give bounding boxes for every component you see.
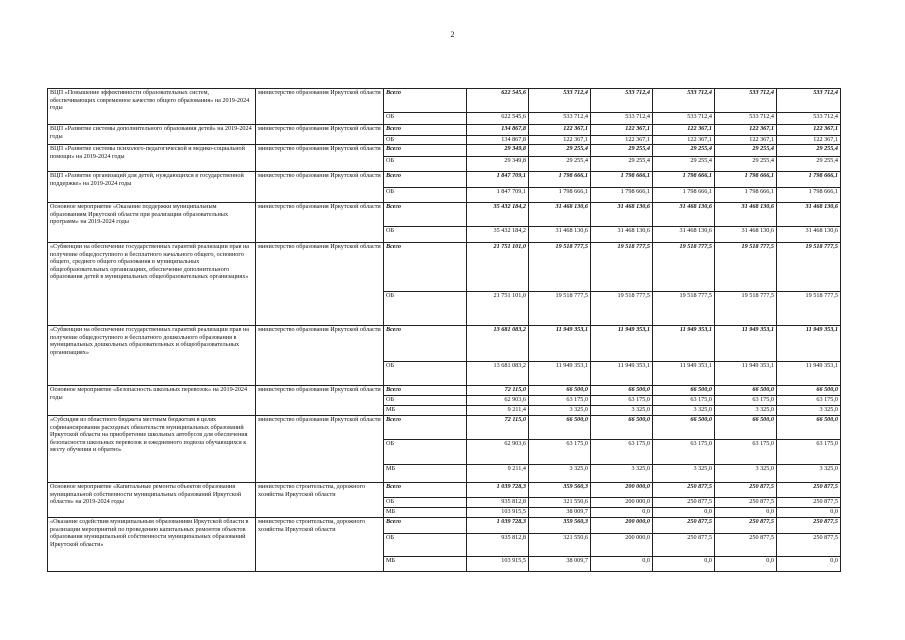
amount-cell: 66 500,0 bbox=[777, 386, 841, 396]
amount-cell: 1 847 709,1 bbox=[467, 172, 529, 188]
funding-source-cell: Всего bbox=[384, 203, 467, 227]
amount-cell: 122 367,1 bbox=[715, 136, 777, 145]
amount-cell: 35 432 184,2 bbox=[467, 203, 529, 227]
amount-cell: 122 367,1 bbox=[529, 125, 591, 136]
amount-cell: 935 812,8 bbox=[467, 498, 529, 508]
amount-cell: 11 949 353,1 bbox=[591, 362, 653, 386]
table-row-total bbox=[48, 518, 841, 534]
amount-cell: 1 798 666,1 bbox=[591, 188, 653, 203]
amount-cell: 31 468 130,6 bbox=[777, 203, 841, 227]
amount-cell: 1 798 666,1 bbox=[715, 172, 777, 188]
amount-cell: 622 545,6 bbox=[467, 113, 529, 125]
amount-cell: 9 211,4 bbox=[467, 406, 529, 416]
amount-cell: 533 712,4 bbox=[715, 89, 777, 113]
amount-cell: 200 000,0 bbox=[591, 518, 653, 534]
amount-cell: 250 877,5 bbox=[777, 483, 841, 498]
amount-cell: 66 500,0 bbox=[653, 386, 715, 396]
amount-cell: 19 518 777,5 bbox=[591, 243, 653, 292]
amount-cell: 11 949 353,1 bbox=[529, 326, 591, 362]
program-name-cell: Основное мероприятие «Оказание поддержки муниципальным образованиям Иркутской области при реализации образовательных программ» на 2019-2024 годы bbox=[48, 203, 256, 243]
funding-source-cell: МБ bbox=[384, 557, 467, 572]
funding-source-cell: Всего bbox=[384, 326, 467, 362]
amount-cell: 29 255,4 bbox=[653, 157, 715, 172]
amount-cell: 321 550,6 bbox=[529, 498, 591, 508]
amount-cell: 29 255,4 bbox=[715, 157, 777, 172]
amount-cell: 13 681 083,2 bbox=[467, 326, 529, 362]
table-row-total bbox=[48, 483, 841, 498]
amount-cell: 200 000,0 bbox=[591, 534, 653, 557]
amount-cell: 103 915,5 bbox=[467, 508, 529, 518]
amount-cell: 63 175,0 bbox=[653, 440, 715, 465]
amount-cell: 31 468 130,6 bbox=[653, 203, 715, 227]
amount-cell: 29 255,4 bbox=[653, 145, 715, 157]
funding-source-cell: МБ bbox=[384, 465, 467, 483]
amount-cell: 0,0 bbox=[777, 557, 841, 572]
amount-cell: 31 468 130,6 bbox=[653, 227, 715, 243]
amount-cell: 3 325,0 bbox=[529, 406, 591, 416]
funding-source-cell: ОБ bbox=[384, 292, 467, 326]
amount-cell: 72 115,0 bbox=[467, 416, 529, 440]
amount-cell: 19 518 777,5 bbox=[777, 243, 841, 292]
funding-source-cell: Всего bbox=[384, 243, 467, 292]
amount-cell: 66 500,0 bbox=[529, 386, 591, 396]
table-row-total bbox=[48, 145, 841, 157]
amount-cell: 63 175,0 bbox=[529, 440, 591, 465]
amount-cell: 63 175,0 bbox=[529, 396, 591, 406]
amount-cell: 19 518 777,5 bbox=[777, 292, 841, 326]
amount-cell: 0,0 bbox=[591, 557, 653, 572]
program-name-cell: ВЦП «Повышение эффективности образовательных систем, обеспечивающих современное качество общего образования» на 2019-2024 годы bbox=[48, 89, 256, 125]
amount-cell: 38 009,7 bbox=[529, 508, 591, 518]
amount-cell: 31 468 130,6 bbox=[591, 227, 653, 243]
program-name-cell: ВЦП «Развитие системы дополнительного образования детей» на 2019-2024 годы bbox=[48, 125, 256, 145]
amount-cell: 359 560,3 bbox=[529, 518, 591, 534]
amount-cell: 122 367,1 bbox=[591, 125, 653, 136]
amount-cell: 533 712,4 bbox=[529, 113, 591, 125]
amount-cell: 19 518 777,5 bbox=[529, 292, 591, 326]
amount-cell: 122 367,1 bbox=[529, 136, 591, 145]
amount-cell: 63 175,0 bbox=[653, 396, 715, 406]
funding-source-cell: ОБ bbox=[384, 157, 467, 172]
amount-cell: 11 949 353,1 bbox=[777, 362, 841, 386]
amount-cell: 21 751 101,0 bbox=[467, 292, 529, 326]
amount-cell: 134 867,8 bbox=[467, 136, 529, 145]
amount-cell: 250 877,5 bbox=[777, 534, 841, 557]
amount-cell: 63 175,0 bbox=[715, 440, 777, 465]
table-row-total bbox=[48, 203, 841, 227]
amount-cell: 29 255,4 bbox=[715, 145, 777, 157]
amount-cell: 533 712,4 bbox=[777, 89, 841, 113]
amount-cell: 62 903,6 bbox=[467, 440, 529, 465]
executor-cell: министерство строительства, дорожного хозяйства Иркутской области bbox=[256, 518, 384, 572]
amount-cell: 3 325,0 bbox=[777, 465, 841, 483]
amount-cell: 533 712,4 bbox=[653, 89, 715, 113]
amount-cell: 29 255,4 bbox=[529, 145, 591, 157]
amount-cell: 1 798 666,1 bbox=[777, 172, 841, 188]
amount-cell: 533 712,4 bbox=[591, 89, 653, 113]
amount-cell: 13 681 083,2 bbox=[467, 362, 529, 386]
amount-cell: 21 751 101,0 bbox=[467, 243, 529, 292]
amount-cell: 3 325,0 bbox=[529, 465, 591, 483]
amount-cell: 533 712,4 bbox=[653, 113, 715, 125]
amount-cell: 3 325,0 bbox=[653, 465, 715, 483]
executor-cell: министерство образования Иркутской области bbox=[256, 243, 384, 326]
table-row-total bbox=[48, 125, 841, 136]
amount-cell: 31 468 130,6 bbox=[591, 203, 653, 227]
funding-source-cell: Всего bbox=[384, 416, 467, 440]
amount-cell: 533 712,4 bbox=[529, 89, 591, 113]
funding-source-cell: ОБ bbox=[384, 396, 467, 406]
program-name-cell: ВЦП «Развитие организаций для детей, нуждающихся в государственной поддержке» на 2019-2024 годы bbox=[48, 172, 256, 203]
amount-cell: 3 325,0 bbox=[715, 406, 777, 416]
amount-cell: 19 518 777,5 bbox=[529, 243, 591, 292]
table-row-total bbox=[48, 416, 841, 440]
amount-cell: 62 903,6 bbox=[467, 396, 529, 406]
funding-source-cell: Всего bbox=[384, 125, 467, 136]
executor-cell: министерство образования Иркутской области bbox=[256, 125, 384, 145]
amount-cell: 122 367,1 bbox=[653, 136, 715, 145]
amount-cell: 122 367,1 bbox=[653, 125, 715, 136]
program-name-cell: «Субвенции на обеспечение государственных гарантий реализации прав на получение общедоступного и бесплатного дошкольного образования в муниципальных дошкольных образовательных и общеобразовательных организациях» bbox=[48, 326, 256, 386]
amount-cell: 29 255,4 bbox=[777, 157, 841, 172]
amount-cell: 250 877,5 bbox=[777, 518, 841, 534]
amount-cell: 3 325,0 bbox=[591, 406, 653, 416]
amount-cell: 250 877,5 bbox=[653, 498, 715, 508]
amount-cell: 66 500,0 bbox=[591, 416, 653, 440]
amount-cell: 200 000,0 bbox=[591, 483, 653, 498]
budget-table bbox=[47, 88, 841, 572]
amount-cell: 11 949 353,1 bbox=[653, 326, 715, 362]
funding-source-cell: ОБ bbox=[384, 188, 467, 203]
amount-cell: 250 877,5 bbox=[777, 498, 841, 508]
funding-source-cell: МБ bbox=[384, 508, 467, 518]
amount-cell: 250 877,5 bbox=[715, 534, 777, 557]
amount-cell: 31 468 130,6 bbox=[715, 227, 777, 243]
amount-cell: 11 949 353,1 bbox=[653, 362, 715, 386]
amount-cell: 0,0 bbox=[653, 508, 715, 518]
executor-cell: министерство образования Иркутской области bbox=[256, 326, 384, 386]
amount-cell: 29 255,4 bbox=[777, 145, 841, 157]
funding-source-cell: Всего bbox=[384, 518, 467, 534]
amount-cell: 321 550,6 bbox=[529, 534, 591, 557]
amount-cell: 19 518 777,5 bbox=[653, 292, 715, 326]
funding-source-cell: ОБ bbox=[384, 534, 467, 557]
amount-cell: 29 349,8 bbox=[467, 157, 529, 172]
funding-source-cell: Всего bbox=[384, 89, 467, 113]
amount-cell: 31 468 130,6 bbox=[529, 227, 591, 243]
amount-cell: 11 949 353,1 bbox=[777, 326, 841, 362]
funding-source-cell: ОБ bbox=[384, 227, 467, 243]
funding-source-cell: Всего bbox=[384, 386, 467, 396]
amount-cell: 122 367,1 bbox=[777, 136, 841, 145]
amount-cell: 11 949 353,1 bbox=[715, 362, 777, 386]
amount-cell: 250 877,5 bbox=[715, 518, 777, 534]
amount-cell: 3 325,0 bbox=[777, 406, 841, 416]
program-name-cell: «Оказание содействия муниципальным образованиям Иркутской области в реализации мероприятий по проведению капитальных ремонтов объектов образования муниципальной собственности муниципальных образований Иркутской области» bbox=[48, 518, 256, 572]
executor-cell: министерство образования Иркутской области bbox=[256, 172, 384, 203]
amount-cell: 11 949 353,1 bbox=[529, 362, 591, 386]
table-row-total bbox=[48, 326, 841, 362]
amount-cell: 19 518 777,5 bbox=[715, 292, 777, 326]
funding-source-cell: Всего bbox=[384, 145, 467, 157]
amount-cell: 63 175,0 bbox=[715, 396, 777, 406]
amount-cell: 3 325,0 bbox=[715, 465, 777, 483]
program-name-cell: Основное мероприятие «Капитальные ремонты объектов образования муниципальной собственности муниципальных образований Иркутской области» на 2019-2024 годы bbox=[48, 483, 256, 518]
amount-cell: 1 039 728,3 bbox=[467, 483, 529, 498]
table-row-total bbox=[48, 172, 841, 188]
amount-cell: 935 812,8 bbox=[467, 534, 529, 557]
amount-cell: 0,0 bbox=[653, 557, 715, 572]
amount-cell: 11 949 353,1 bbox=[591, 326, 653, 362]
executor-cell: министерство образования Иркутской области bbox=[256, 89, 384, 125]
amount-cell: 1 798 666,1 bbox=[653, 172, 715, 188]
amount-cell: 63 175,0 bbox=[591, 396, 653, 406]
amount-cell: 35 432 184,2 bbox=[467, 227, 529, 243]
amount-cell: 250 877,5 bbox=[715, 498, 777, 508]
amount-cell: 250 877,5 bbox=[653, 518, 715, 534]
executor-cell: министерство образования Иркутской области bbox=[256, 386, 384, 416]
amount-cell: 19 518 777,5 bbox=[591, 292, 653, 326]
amount-cell: 1 798 666,1 bbox=[715, 188, 777, 203]
amount-cell: 66 500,0 bbox=[529, 416, 591, 440]
amount-cell: 9 211,4 bbox=[467, 465, 529, 483]
amount-cell: 29 349,8 bbox=[467, 145, 529, 157]
amount-cell: 103 915,5 bbox=[467, 557, 529, 572]
executor-cell: министерство образования Иркутской области bbox=[256, 416, 384, 483]
amount-cell: 1 798 666,1 bbox=[777, 188, 841, 203]
table-row-total bbox=[48, 243, 841, 292]
amount-cell: 31 468 130,6 bbox=[777, 227, 841, 243]
amount-cell: 1 798 666,1 bbox=[591, 172, 653, 188]
amount-cell: 66 500,0 bbox=[715, 386, 777, 396]
amount-cell: 1 039 728,3 bbox=[467, 518, 529, 534]
amount-cell: 31 468 130,6 bbox=[529, 203, 591, 227]
funding-source-cell: МБ bbox=[384, 406, 467, 416]
amount-cell: 250 877,5 bbox=[653, 534, 715, 557]
amount-cell: 38 009,7 bbox=[529, 557, 591, 572]
program-name-cell: «Субвенции на обеспечение государственных гарантий реализации прав на получение общедоступного и бесплатного начального общего, основного общего, среднего общего образования в муниципальных общеобразовательных организациях, обеспечение дополнительного образования детей в муниципальных общеобразовательных организациях» bbox=[48, 243, 256, 326]
amount-cell: 359 560,3 bbox=[529, 483, 591, 498]
amount-cell: 63 175,0 bbox=[591, 440, 653, 465]
amount-cell: 0,0 bbox=[777, 508, 841, 518]
funding-source-cell: Всего bbox=[384, 483, 467, 498]
amount-cell: 19 518 777,5 bbox=[653, 243, 715, 292]
amount-cell: 63 175,0 bbox=[777, 396, 841, 406]
amount-cell: 66 500,0 bbox=[715, 416, 777, 440]
amount-cell: 0,0 bbox=[715, 557, 777, 572]
funding-source-cell: ОБ bbox=[384, 498, 467, 508]
funding-source-cell: ОБ bbox=[384, 113, 467, 125]
amount-cell: 1 798 666,1 bbox=[529, 172, 591, 188]
amount-cell: 533 712,4 bbox=[777, 113, 841, 125]
program-name-cell: «Субсидия из областного бюджета местным бюджетам в целях софинансирования расходных обязательств муниципальных образований Иркутской области на приобретение школьных автобусов для обеспечения безопасности школьных перевозок и ежедневного подвоза обучающихся к месту обучения и обратно» bbox=[48, 416, 256, 483]
amount-cell: 66 500,0 bbox=[653, 416, 715, 440]
amount-cell: 122 367,1 bbox=[777, 125, 841, 136]
amount-cell: 134 867,8 bbox=[467, 125, 529, 136]
amount-cell: 72 115,0 bbox=[467, 386, 529, 396]
funding-source-cell: ОБ bbox=[384, 362, 467, 386]
amount-cell: 29 255,4 bbox=[529, 157, 591, 172]
amount-cell: 0,0 bbox=[591, 508, 653, 518]
amount-cell: 1 847 709,1 bbox=[467, 188, 529, 203]
amount-cell: 29 255,4 bbox=[591, 157, 653, 172]
amount-cell: 250 877,5 bbox=[653, 483, 715, 498]
amount-cell: 3 325,0 bbox=[653, 406, 715, 416]
amount-cell: 31 468 130,6 bbox=[715, 203, 777, 227]
amount-cell: 29 255,4 bbox=[591, 145, 653, 157]
funding-source-cell: ОБ bbox=[384, 440, 467, 465]
program-name-cell: ВЦП «Развитие системы психолого-педагогической и медико-социальной помощи» на 2019-2024 годы bbox=[48, 145, 256, 172]
amount-cell: 19 518 777,5 bbox=[715, 243, 777, 292]
amount-cell: 63 175,0 bbox=[777, 440, 841, 465]
amount-cell: 200 000,0 bbox=[591, 498, 653, 508]
funding-source-cell: ОБ bbox=[384, 136, 467, 145]
amount-cell: 533 712,4 bbox=[591, 113, 653, 125]
program-name-cell: Основное мероприятие «Безопасность школьных перевозок» на 2019-2024 годы bbox=[48, 386, 256, 416]
executor-cell: министерство строительства, дорожного хозяйства Иркутской области bbox=[256, 483, 384, 518]
amount-cell: 1 798 666,1 bbox=[529, 188, 591, 203]
amount-cell: 3 325,0 bbox=[591, 465, 653, 483]
executor-cell: министерство образования Иркутской области bbox=[256, 145, 384, 172]
amount-cell: 66 500,0 bbox=[591, 386, 653, 396]
amount-cell: 66 500,0 bbox=[777, 416, 841, 440]
amount-cell: 250 877,5 bbox=[715, 483, 777, 498]
table-row-total bbox=[48, 89, 841, 113]
amount-cell: 533 712,4 bbox=[715, 113, 777, 125]
amount-cell: 0,0 bbox=[715, 508, 777, 518]
amount-cell: 122 367,1 bbox=[591, 136, 653, 145]
amount-cell: 622 545,6 bbox=[467, 89, 529, 113]
table-row-total bbox=[48, 386, 841, 396]
amount-cell: 122 367,1 bbox=[715, 125, 777, 136]
funding-source-cell: Всего bbox=[384, 172, 467, 188]
budget-table-body bbox=[48, 89, 841, 572]
amount-cell: 11 949 353,1 bbox=[715, 326, 777, 362]
page-number: 2 bbox=[450, 30, 455, 39]
executor-cell: министерство образования Иркутской области bbox=[256, 203, 384, 243]
amount-cell: 1 798 666,1 bbox=[653, 188, 715, 203]
